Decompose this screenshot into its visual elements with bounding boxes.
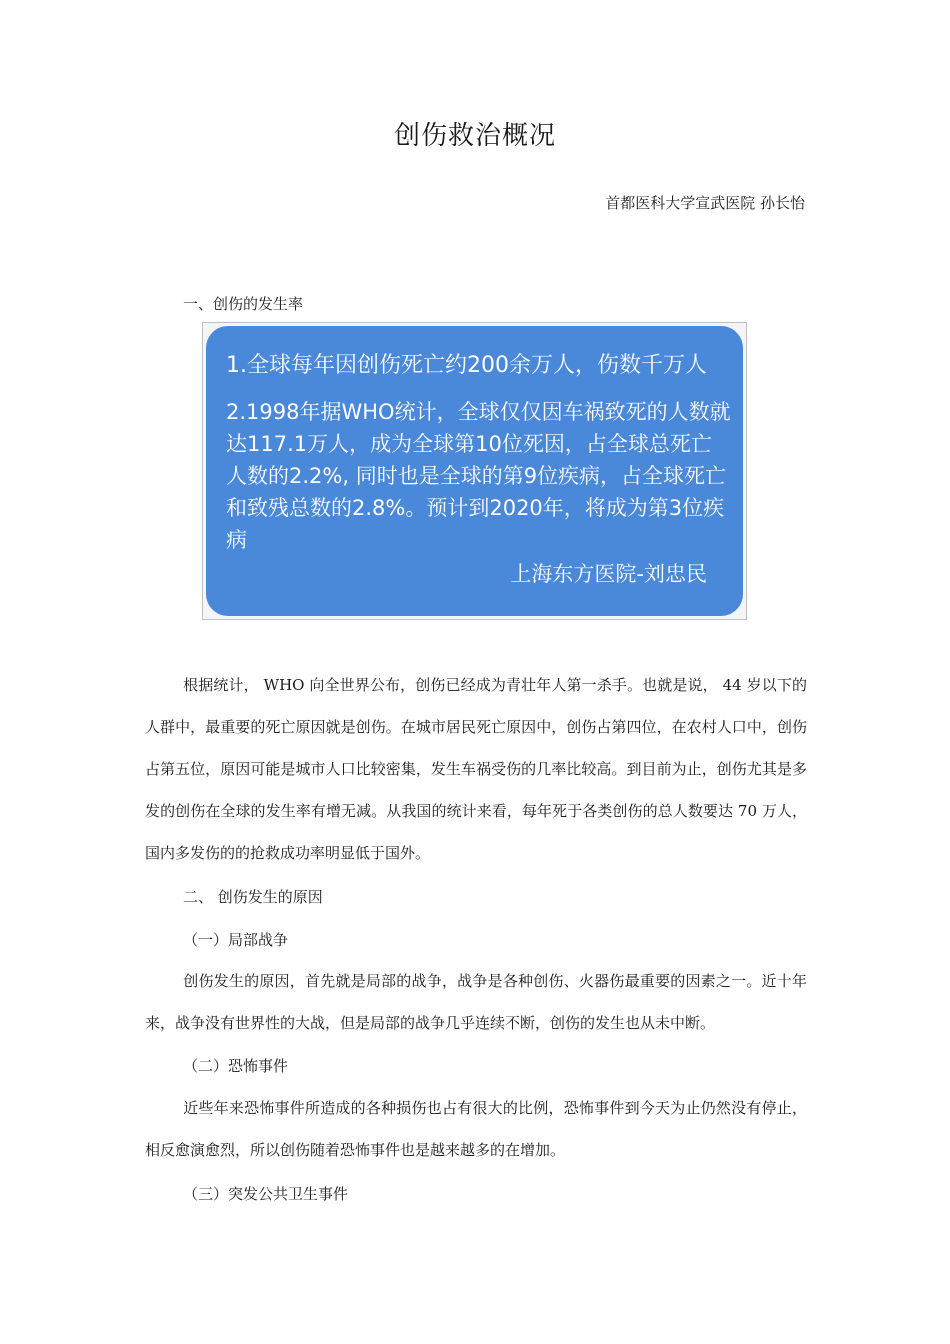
terror-paragraph (145, 1087, 807, 1171)
slide-point-2: 2.1998年据WHO统计，全球仅仅因车祸致死的人数就达117.1万人，成为全球第10位死因，占全球总死亡人数的2.2%, 同时也是全球的第9位疾病，占全球死亡和致残总数的2.8%。预计到2020年，将成为第3位疾病 (226, 400, 731, 552)
document-title: 创伤救治概况 (393, 121, 556, 151)
section-1-heading: 一、创伤的发生率 (183, 295, 304, 313)
subsection-terror-heading: （二）恐怖事件 (183, 1057, 289, 1075)
subsection-public-health-heading: （三）突发公共卫生事件 (183, 1185, 349, 1203)
statistics-paragraph-text: 根据统计， WHO 向全世界公布，创伤已经成为青壮年人第一杀手。也就是说， 44 岁以下的人群中，最重要的死亡原因就是创伤。在城市居民死亡原因中，创伤占第四位，在农村人口中，创伤占第五位，原因可能是城市人口比较密集，发生车祸受伤的几率比较高。到目前为止，创伤尤其是多发的创伤在全球的发生率有增无减。从我国的统计来看，每年死于各类创伤的总人数要达 70 万人，国内多发伤的的抢救成功率明显低于国外。 (145, 676, 807, 862)
subsection-local-war-heading: （一）局部战争 (183, 931, 289, 949)
local-war-paragraph (145, 960, 807, 1044)
terror-paragraph-text: 近些年来恐怖事件所造成的各种损伤也占有很大的比例，恐怖事件到今天为止仍然没有停止，相反愈演愈烈，所以创伤随着恐怖事件也是越来越多的在增加。 (145, 1099, 807, 1159)
slide-source: 上海东方医院-刘忠民 (510, 562, 707, 586)
section-2-heading: 二、 创伤发生的原因 (183, 888, 323, 906)
author-line: 首都医科大学宣武医院 孙长怡 (605, 194, 805, 212)
slide-panel (206, 326, 743, 616)
slide-point-1: 1.全球每年因创伤死亡约200余万人，伤数千万人 (226, 353, 707, 378)
local-war-paragraph-text: 创伤发生的原因，首先就是局部的战争，战争是各种创伤、火器伤最重要的因素之一。近十年来，战争没有世界性的大战，但是局部的战争几乎连续不断，创伤的发生也从未中断。 (145, 972, 807, 1032)
slide-image (202, 322, 747, 620)
statistics-paragraph (145, 664, 807, 874)
